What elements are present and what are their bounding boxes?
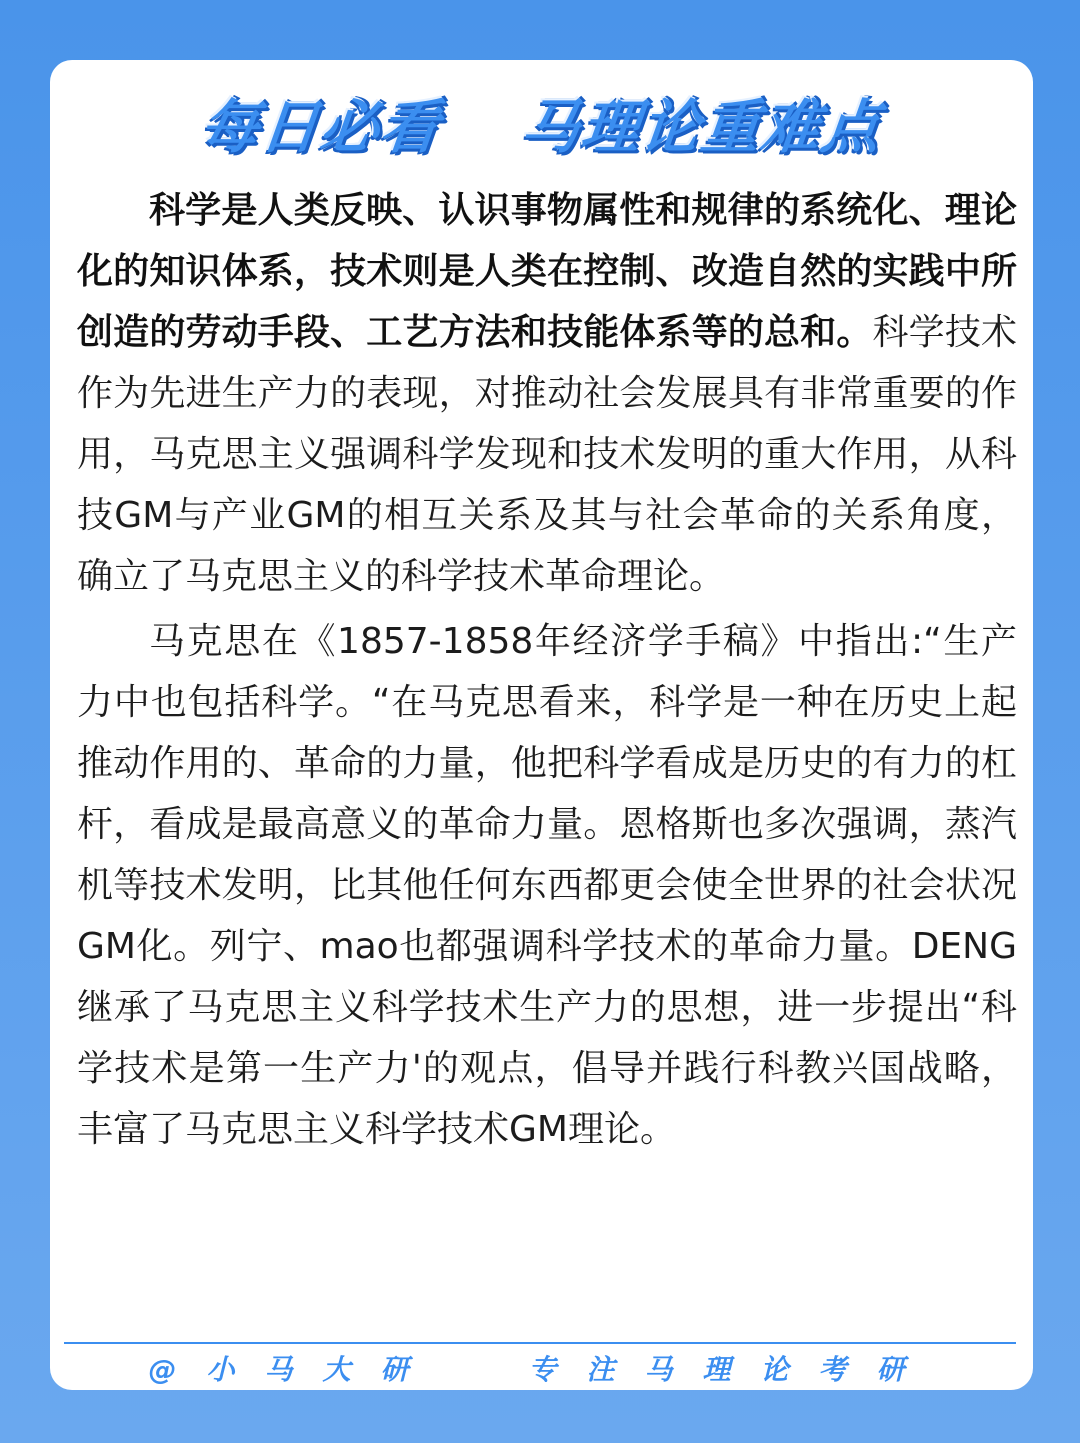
footer-slogan: 专注马理论考研 <box>528 1353 935 1386</box>
article-body <box>77 180 1017 1160</box>
footer-handle: @小马大研 <box>148 1353 439 1386</box>
title-left: 每日必看 <box>197 93 445 161</box>
title-right: 马理论重难点 <box>517 93 885 161</box>
paragraph-2: 马克思在《1857-1858年经济学手稿》中指出:“生产力中也包括科学。“在马克思看来，科学是一种在历史上起推动作用的、革命的力量，他把科学看成是历史的有力的杠杆，看成是最高意义的革命力量。恩格斯也多次强调，蒸汽机等技术发明，比其他任何东西都更会使全世界的社会状况GM化。列宁、mao也都强调科学技术的革命力量。DENG 继承了马克思主义科学技术生产力的思想，进一步提出“科学技术是第一生产力'的观点，倡导并践行科教兴国战略，丰富了马克思主义科学技术GM理论。 <box>77 621 1017 1150</box>
paragraph-1-bold: 科学是人类反映、认识事物属性和规律的系统化、理论化的知识体系，技术则是人类在控制、改造自然的实践中所创造的劳动手段、工艺方法和技能体系等的总和。 <box>77 190 1017 353</box>
footer <box>50 1346 1033 1390</box>
paragraph-1-rest: 科学技术作为先进生产力的表现，对推动社会发展具有非常重要的作用，马克思主义强调科学发现和技术发明的重大作用，从科技GM与产业GM的相互关系及其与社会革命的关系角度，确立了马克思主义的科学技术革命理论。 <box>77 312 1017 597</box>
content-card <box>50 60 1033 1390</box>
footer-divider <box>64 1342 1016 1344</box>
paragraph-1 <box>77 180 1017 607</box>
page-title <box>50 82 1033 162</box>
